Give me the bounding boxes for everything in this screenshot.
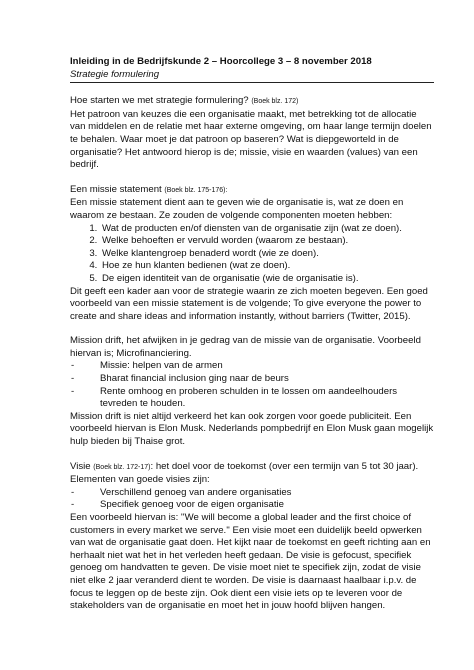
vision-book-ref: (Boek blz. 172-17) [93,463,151,471]
document-subtitle: Strategie formulering [70,69,434,84]
vision-heading-text: Visie [70,460,91,472]
strategy-book-ref: (Boek blz. 172) [251,98,299,106]
list-item: - Specifiek genoeg voor de eigen organisatie [70,499,434,512]
mission-heading [70,184,434,198]
list-item: 2. Welke behoeften er vervuld worden (waarom ze bestaan). [100,235,434,248]
list-item: - Rente omhoog en proberen schulden in te lossen om aandeelhouders tevreden te houden. [70,386,434,411]
vision-elements-label: Elementen van goede visies zijn: [70,474,210,486]
mission-drift-intro: Mission drift, het afwijken in je gedrag van de missie van de organisatie. Voorbeeld hiervan is; Microfinanciering. [70,335,421,359]
list-item: 4. Hoe ze hun klanten bedienen (wat ze doen). [100,260,434,273]
mission-outro: Dit geeft een kader aan voor de strategie waarin ze zich moeten begeven. Een goed voorbeeld van een missie statement is de volgende; To give everyone the power to create and share ideas and information instantly, without barriers (Twitter, 2015). [70,285,428,322]
strategy-paragraph: Het patroon van keuzes die een organisatie maakt, met betrekking tot de allocatie van middelen en de relatie met haar externe omgeving, om haar lange termijn doelen te behalen. Waar moet je dat patroon op baseren? Wat is diepgeworteld in de organisatie? Het antwoord hierop is de; missie, visie en waarden (values) van een bedrijf. [70,108,432,171]
mission-drift-list [70,360,434,410]
list-item: - Missie: helpen van de armen [70,360,434,373]
mission-components-list [70,223,434,286]
vision-paragraph: Een voorbeeld hiervan is: ''We will become a global leader and the first choice of customers in every market we serve.'' Een visie moet een duidelijk beeld opwerken van wat de organisatie gaat doen. Het kijkt naar de toekomst en geeft richting aan en herhaalt niet wat het in het verleden heeft gedaan. De visie is gefocust, specifiek genoeg om handvatten te geven. De visie moet niet te specifiek zijn, zodat de visie niet elke 2 jaar veranderd dient te worden. De visie is daarnaast haalbaar i.p.v. de focus te leggen op de beste zijn. Ook dient een visie iets op te leveren voor de stakeholders van de organisatie en moet het in jouw hoofd blijven hangen. [70,512,431,612]
list-item: 5. De eigen identiteit van de organisatie (wie de organisatie is). [100,273,434,286]
mission-book-ref: (Boek blz. 175-176): [164,186,228,194]
mission-intro: Een missie statement dient aan te geven wie de organisatie is, wat ze doen en waarom ze bestaan. Ze zouden de volgende componenten moeten hebben: [70,197,404,221]
list-item: - Verschillend genoeg van andere organisaties [70,487,434,500]
list-item: 1. Wat de producten en/of diensten van de organisatie zijn (wat ze doen). [100,223,434,236]
document-title: Inleiding in de Bedrijfskunde 2 – Hoorcollege 3 – 8 november 2018 [70,56,372,67]
vision-definition: : het doel voor de toekomst (over een termijn van 5 tot 30 jaar). [150,460,419,472]
vision-elements-list [70,487,434,512]
mission-drift-outro: Mission drift is niet altijd verkeerd het kan ook zorgen voor goede publiciteit. Een voorbeeld hiervan is Elon Musk. Nederlands pompbedrijf en Elon Musk gaan mogelijk hulp bieden bij Thaise grot. [70,410,434,448]
vision-heading [70,461,434,475]
mission-heading-text: Een missie statement [70,183,162,195]
list-item: 3. Welke klantengroep benaderd wordt (wie ze doen). [100,248,434,261]
strategy-question [70,95,434,109]
list-item: - Bharat financial inclusion ging naar de beurs [70,373,434,386]
strategy-question-text: Hoe starten we met strategie formulering? [70,95,249,107]
